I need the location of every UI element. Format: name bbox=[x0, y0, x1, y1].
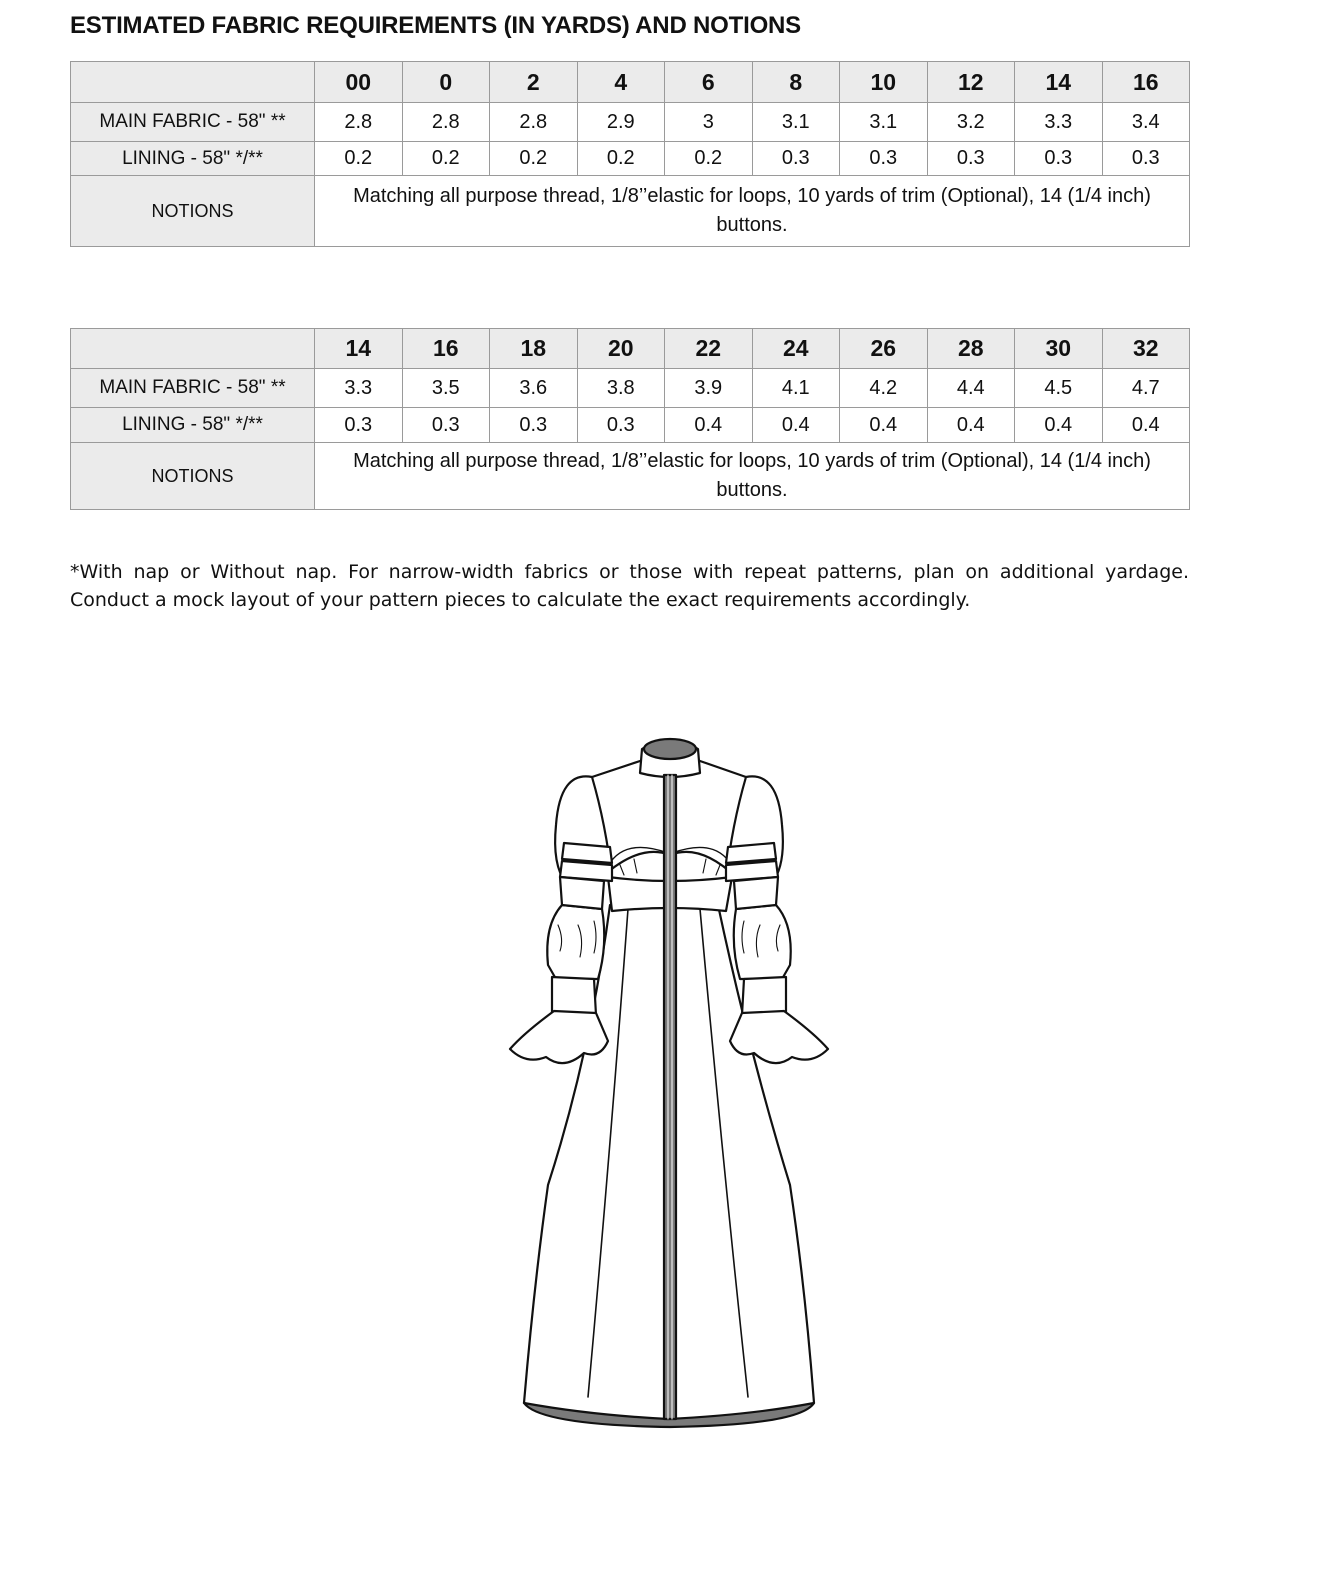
yardage-cell: 2.8 bbox=[490, 103, 578, 142]
right-ruffle bbox=[730, 1011, 828, 1063]
yardage-cell: 0.4 bbox=[1015, 408, 1103, 443]
size-header: 16 bbox=[402, 329, 490, 369]
header-corner bbox=[71, 329, 315, 369]
yardage-cell: 0.2 bbox=[402, 142, 490, 176]
fabric-table-2 bbox=[70, 328, 1190, 510]
right-cuff bbox=[742, 977, 786, 1015]
yardage-cell: 4.5 bbox=[1015, 369, 1103, 408]
yardage-cell: 0.3 bbox=[577, 408, 665, 443]
yardage-cell: 3.3 bbox=[315, 369, 403, 408]
left-sleeve-bands bbox=[560, 843, 612, 881]
yardage-cell: 0.3 bbox=[752, 142, 840, 176]
size-header: 14 bbox=[315, 329, 403, 369]
right-sleeve-bands bbox=[726, 843, 778, 881]
yardage-cell: 2.8 bbox=[315, 103, 403, 142]
yardage-cell: 2.8 bbox=[402, 103, 490, 142]
yardage-cell: 3.1 bbox=[840, 103, 928, 142]
yardage-cell: 4.1 bbox=[752, 369, 840, 408]
yardage-cell: 3.3 bbox=[1015, 103, 1103, 142]
yardage-cell: 3.5 bbox=[402, 369, 490, 408]
yardage-cell: 3 bbox=[665, 103, 753, 142]
size-header: 30 bbox=[1015, 329, 1103, 369]
yardage-cell: 3.9 bbox=[665, 369, 753, 408]
yardage-cell: 0.4 bbox=[927, 408, 1015, 443]
size-header: 00 bbox=[315, 62, 403, 103]
left-ruffle bbox=[510, 1011, 608, 1063]
yardage-cell: 0.3 bbox=[1015, 142, 1103, 176]
size-header: 14 bbox=[1015, 62, 1103, 103]
page-title: ESTIMATED FABRIC REQUIREMENTS (IN YARDS) AND NOTIONS bbox=[70, 12, 801, 39]
yardage-cell: 0.3 bbox=[927, 142, 1015, 176]
main-fabric-row bbox=[71, 369, 1190, 408]
yardage-cell: 0.3 bbox=[315, 408, 403, 443]
yardage-cell: 0.3 bbox=[490, 408, 578, 443]
size-header: 4 bbox=[577, 62, 665, 103]
main-fabric-row bbox=[71, 103, 1190, 142]
size-header: 12 bbox=[927, 62, 1015, 103]
lining-row bbox=[71, 142, 1190, 176]
yardage-cell: 3.8 bbox=[577, 369, 665, 408]
yardage-cell: 3.1 bbox=[752, 103, 840, 142]
size-header: 8 bbox=[752, 62, 840, 103]
lining-row bbox=[71, 408, 1190, 443]
header-corner bbox=[71, 62, 315, 103]
size-header: 26 bbox=[840, 329, 928, 369]
notions-text: Matching all purpose thread, 1/8’’elastic for loops, 10 yards of trim (Optional), 14 (1/4 inch) buttons. bbox=[315, 176, 1190, 247]
yardage-cell: 0.2 bbox=[665, 142, 753, 176]
dress-illustration bbox=[500, 725, 840, 1435]
yardage-cell: 0.2 bbox=[577, 142, 665, 176]
size-header: 28 bbox=[927, 329, 1015, 369]
yardage-cell: 0.4 bbox=[665, 408, 753, 443]
footnote: *With nap or Without nap. For narrow-width fabrics or those with repeat patterns, plan on additional yardage. Conduct a mock layout of your pattern pieces to calculate the exact requirements accordingly. bbox=[70, 561, 1189, 611]
yardage-cell: 3.2 bbox=[927, 103, 1015, 142]
notions-label: NOTIONS bbox=[71, 443, 315, 510]
front-placket bbox=[664, 775, 676, 1419]
size-header: 0 bbox=[402, 62, 490, 103]
fabric-table-1 bbox=[70, 61, 1190, 247]
yardage-cell: 3.4 bbox=[1102, 103, 1190, 142]
yardage-cell: 0.2 bbox=[315, 142, 403, 176]
left-cuff bbox=[552, 977, 596, 1015]
yardage-cell: 2.9 bbox=[577, 103, 665, 142]
size-header: 2 bbox=[490, 62, 578, 103]
size-header: 6 bbox=[665, 62, 753, 103]
collar-opening bbox=[644, 739, 696, 759]
notions-text: Matching all purpose thread, 1/8’’elastic for loops, 10 yards of trim (Optional), 14 (1/4 inch) buttons. bbox=[315, 443, 1190, 510]
size-header: 18 bbox=[490, 329, 578, 369]
size-header: 10 bbox=[840, 62, 928, 103]
yardage-cell: 4.4 bbox=[927, 369, 1015, 408]
notions-row bbox=[71, 176, 1190, 247]
size-header: 20 bbox=[577, 329, 665, 369]
size-header: 24 bbox=[752, 329, 840, 369]
size-header: 16 bbox=[1102, 62, 1190, 103]
notions-row bbox=[71, 443, 1190, 510]
yardage-cell: 0.2 bbox=[490, 142, 578, 176]
notions-label: NOTIONS bbox=[71, 176, 315, 247]
yardage-cell: 0.3 bbox=[840, 142, 928, 176]
yardage-cell: 4.7 bbox=[1102, 369, 1190, 408]
row-label: LINING - 58" */** bbox=[71, 142, 315, 176]
row-label: MAIN FABRIC - 58" ** bbox=[71, 369, 315, 408]
size-header: 22 bbox=[665, 329, 753, 369]
yardage-cell: 4.2 bbox=[840, 369, 928, 408]
row-label: LINING - 58" */** bbox=[71, 408, 315, 443]
size-header-row bbox=[71, 329, 1190, 369]
yardage-cell: 0.4 bbox=[840, 408, 928, 443]
yardage-cell: 0.3 bbox=[402, 408, 490, 443]
yardage-cell: 0.3 bbox=[1102, 142, 1190, 176]
yardage-cell: 0.4 bbox=[752, 408, 840, 443]
yardage-cell: 3.6 bbox=[490, 369, 578, 408]
yardage-cell: 0.4 bbox=[1102, 408, 1190, 443]
row-label: MAIN FABRIC - 58" ** bbox=[71, 103, 315, 142]
size-header: 32 bbox=[1102, 329, 1190, 369]
size-header-row bbox=[71, 62, 1190, 103]
